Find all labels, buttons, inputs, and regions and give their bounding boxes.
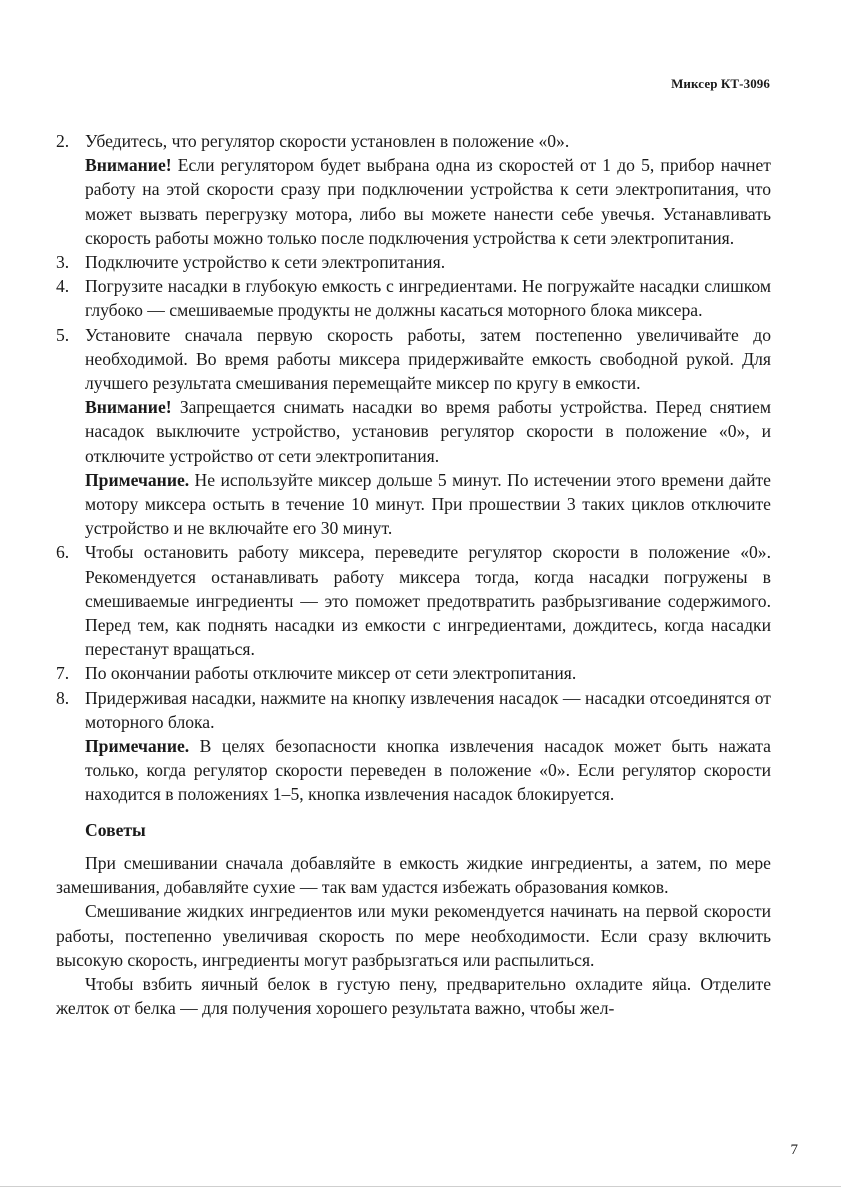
- step-paragraph-text: В целях безопасности кнопка извлечения насадок может быть нажата только, когда регулятор скорости переведен в положение «0». Если регулятор скорости находится в положениях 1–5, кнопка извлечения насадок блокируется.: [85, 736, 771, 805]
- tip-paragraph: При смешивании сначала добавляйте в емкость жидкие ингредиенты, а затем, по мере замешивания, добавляйте сухие — так вам удастся избежать образования комков.: [56, 852, 771, 898]
- step-paragraph-lead: Внимание!: [85, 155, 172, 176]
- step-paragraph-text: Чтобы остановить работу миксера, переведите регулятор скорости в положение «0». Рекомендуется останавливать работу миксера тогда, когда насадки погружены в смешиваемые ингредиенты — это поможет предотвратить разбрызгивание содержимого. Перед тем, как поднять насадки из емкости с ингредиентами, дождитесь, когда насадки перестанут вращаться.: [85, 542, 771, 660]
- step-paragraph-lead: Примечание.: [85, 469, 190, 490]
- step-paragraph-text: Запрещается снимать насадки во время работы устройства. Перед снятием насадок выключите устройство, установив регулятор скорости в положение «0», и отключите устройство от сети электропитания.: [85, 397, 771, 466]
- step-paragraph-text: Придерживая насадки, нажмите на кнопку извлечения насадок — насадки отсоединятся от моторного блока.: [85, 687, 771, 732]
- step-paragraph: [85, 250, 771, 274]
- page-content: [56, 129, 771, 1020]
- page-header: Миксер КТ-3096: [671, 76, 770, 91]
- step-paragraph: [85, 540, 771, 661]
- step-paragraph: [85, 734, 771, 807]
- step-paragraph-lead: Внимание!: [85, 397, 172, 418]
- step-paragraph-text: Убедитесь, что регулятор скорости установлен в положение «0».: [85, 131, 570, 151]
- step-paragraph: [85, 468, 771, 541]
- instruction-step: [56, 540, 771, 661]
- instruction-step: [56, 250, 771, 274]
- step-number: 8.: [56, 687, 70, 708]
- instruction-step: [56, 274, 771, 322]
- step-paragraph-text: Подключите устройство к сети электропитания.: [85, 252, 446, 273]
- step-paragraph: [85, 661, 771, 685]
- instruction-steps: [56, 129, 771, 807]
- step-paragraph: [85, 153, 771, 250]
- step-paragraph-text: Установите сначала первую скорость работы, затем постепенно увеличивайте до необходимой. Во время работы миксера придерживайте емкость свободной рукой. Для лучшего результата смешивания перемещайте миксер по кругу в емкости.: [85, 324, 771, 394]
- tips-section-title: Советы: [85, 819, 146, 840]
- instruction-step: [56, 661, 771, 685]
- step-paragraph-lead: Примечание.: [85, 736, 190, 757]
- instruction-step: [56, 323, 771, 541]
- instruction-step: [56, 686, 771, 807]
- step-number: 6.: [56, 542, 70, 563]
- step-paragraph-text: Если регулятором будет выбрана одна из скоростей от 1 до 5, прибор начнет работу на этой скорости сразу при подключении устройства к сети электропитания, что может вызвать перегрузку мотора, либо вы можете нанести себе увечья. Устанавливать скорость работы можно только после подключения устройства к сети электропитания.: [85, 155, 771, 248]
- step-paragraph: [85, 395, 771, 468]
- tip-paragraph: Смешивание жидких ингредиентов или муки рекомендуется начинать на первой скорости работы, постепенно увеличивая скорость по мере необходимости. Если сразу включить высокую скорость, ингредиенты могут разбрызгаться или распылиться.: [56, 901, 771, 970]
- instruction-step: [56, 129, 771, 250]
- step-number: 4.: [56, 276, 70, 297]
- step-paragraph-text: Погрузите насадки в глубокую емкость с ингредиентами. Не погружайте насадки слишком глубоко — смешиваемые продукты не должны касаться моторного блока миксера.: [85, 276, 771, 321]
- step-paragraph-text: Не используйте миксер дольше 5 минут. По истечении этого времени дайте мотору миксера остыть в течение 10 минут. При прошествии 3 таких циклов отключите устройство и не включайте его 30 минут.: [85, 469, 771, 539]
- tips-section: [56, 851, 771, 1020]
- step-paragraph: [85, 686, 771, 734]
- step-number: 7.: [56, 663, 70, 684]
- step-paragraph: [85, 274, 771, 322]
- step-paragraph: [85, 323, 771, 396]
- bottom-rule: [0, 1186, 841, 1187]
- step-number: 3.: [56, 252, 70, 273]
- step-number: 5.: [56, 324, 70, 345]
- tip-paragraph: Чтобы взбить яичный белок в густую пену, предварительно охладите яйца. Отделите желток от белка — для получения хорошего результата важно, чтобы жел-: [56, 973, 771, 1019]
- step-paragraph: [85, 129, 771, 153]
- page-number: 7: [790, 1142, 798, 1158]
- step-number: 2.: [56, 131, 70, 151]
- step-paragraph-text: По окончании работы отключите миксер от сети электропитания.: [85, 663, 577, 684]
